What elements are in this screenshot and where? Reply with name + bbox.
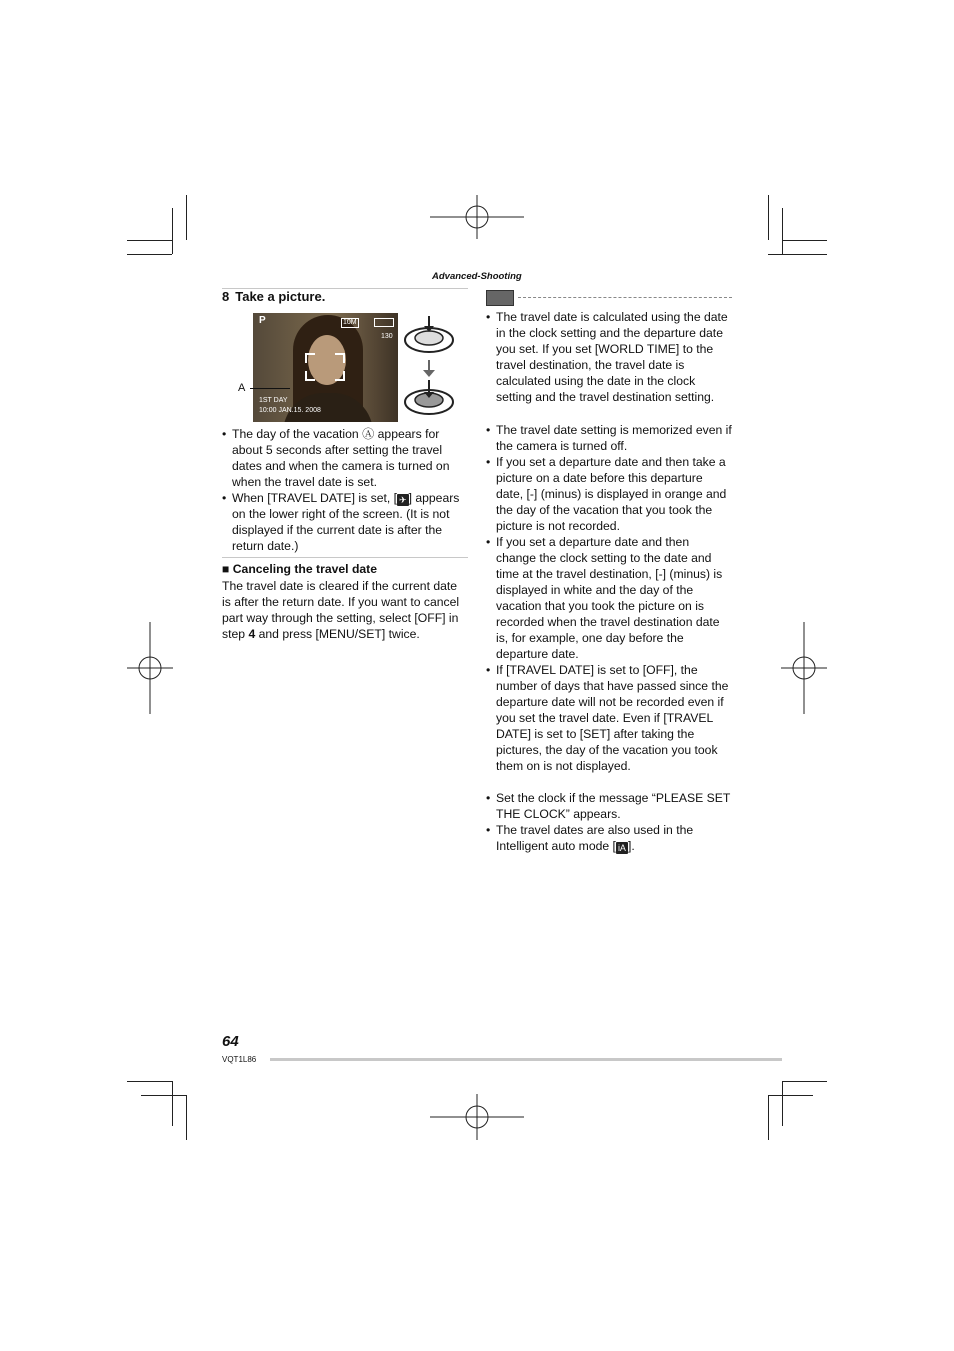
section-label: Advanced-Shooting: [432, 271, 522, 282]
note-item: • The travel date is calculated using the date in the clock setting and the departure date you set. If you set [WORLD TIME] to the travel destination, the travel date is calculated using the date in the clock setting and the travel destination setting.: [486, 310, 728, 404]
step-text: Take a picture.: [235, 289, 326, 304]
camera-screen-photo: [253, 313, 398, 422]
crop-mark: [768, 1095, 769, 1140]
note-item: • Set the clock if the message “PLEASE SET THE CLOCK” appears.: [486, 791, 731, 821]
af-frame: [335, 353, 345, 363]
crop-mark: [782, 1081, 783, 1126]
shutter-button-icon: [402, 314, 456, 422]
registration-mark-bottom: [430, 1094, 524, 1140]
vacation-day-label: 1ST DAY: [259, 397, 288, 404]
callout-a: A: [238, 382, 246, 394]
note-item: • The travel dates are also used in the Intelligent auto mode [ iA ].: [486, 823, 694, 853]
crop-mark: [782, 208, 783, 254]
crop-mark: [127, 254, 172, 255]
list-item: • When [TRAVEL DATE] is set, [ ✈ ] appears on the lower right of the screen. (It is not displayed if the current date is after the return date.): [222, 491, 460, 553]
crop-mark: [186, 1095, 187, 1140]
note-item: • If you set a departure date and then take a picture on a date before this departure date, [-] (minus) is displayed in orange and the day of the vacation that you took the picture is not recorded.: [486, 455, 727, 533]
crop-mark: [172, 208, 173, 254]
note-item: • If you set a departure date and then change the clock setting to the date and time at the travel destination, [-] (minus) is displayed in white and the day of the vacation that you took the picture on is recorded when the travel destination date is, for example, one day before the departure date.: [486, 535, 723, 661]
note-divider: [518, 297, 732, 298]
note-item: • The travel date setting is memorized even if the camera is turned off.: [486, 423, 732, 453]
step-title: [222, 289, 325, 304]
crop-mark: [782, 240, 827, 241]
registration-mark-left: [127, 622, 173, 714]
intelligent-auto-icon: iA: [617, 843, 626, 853]
callout-line: [250, 388, 290, 389]
crop-mark: [782, 1081, 827, 1082]
canceling-body: The travel date is cleared if the current date is after the return date. If you want to cancel part way through the setting, select [OFF] in step 4 and press [MENU/SET] twice.: [222, 579, 460, 641]
crop-mark: [768, 254, 827, 255]
crop-mark: [768, 195, 769, 240]
battery-icon: [374, 318, 394, 327]
af-frame: [305, 371, 315, 381]
registration-mark-right: [781, 622, 827, 714]
crop-mark: [186, 195, 187, 240]
section-divider: [222, 557, 468, 558]
picture-size-indicator: 10M: [343, 319, 357, 326]
page-number: 64: [222, 1033, 239, 1050]
document-code: VQT1L86: [222, 1055, 257, 1064]
crop-mark: [141, 1095, 186, 1096]
af-frame: [305, 353, 315, 363]
af-frame: [335, 371, 345, 381]
note-icon: [486, 290, 514, 306]
list-item: • The day of the vacation Ⓐ appears for about 5 seconds after setting the travel dates and when the camera is turned on when the travel date is set.: [222, 427, 450, 489]
note-item: • If [TRAVEL DATE] is set to [OFF], the number of days that have passed since the departure date will not be recorded even if you set the travel date. Even if [TRAVEL DATE] is set to [SET] after taking the pictures, the day of the vacation you took them on is not displayed.: [486, 663, 729, 773]
crop-mark: [127, 240, 172, 241]
remaining-shots: 130: [381, 333, 393, 340]
footer-bar: [270, 1058, 782, 1061]
datetime-label: 10:00 JAN.15. 2008: [259, 407, 321, 414]
mode-indicator: P: [259, 315, 266, 326]
canceling-title: ■ Canceling the travel date: [222, 562, 378, 576]
crop-mark: [172, 1081, 173, 1126]
step-number: 8: [222, 289, 230, 304]
registration-mark-top: [430, 195, 524, 239]
crop-mark: [127, 1081, 172, 1082]
travel-date-icon: ✈: [399, 495, 407, 505]
crop-mark: [768, 1095, 813, 1096]
